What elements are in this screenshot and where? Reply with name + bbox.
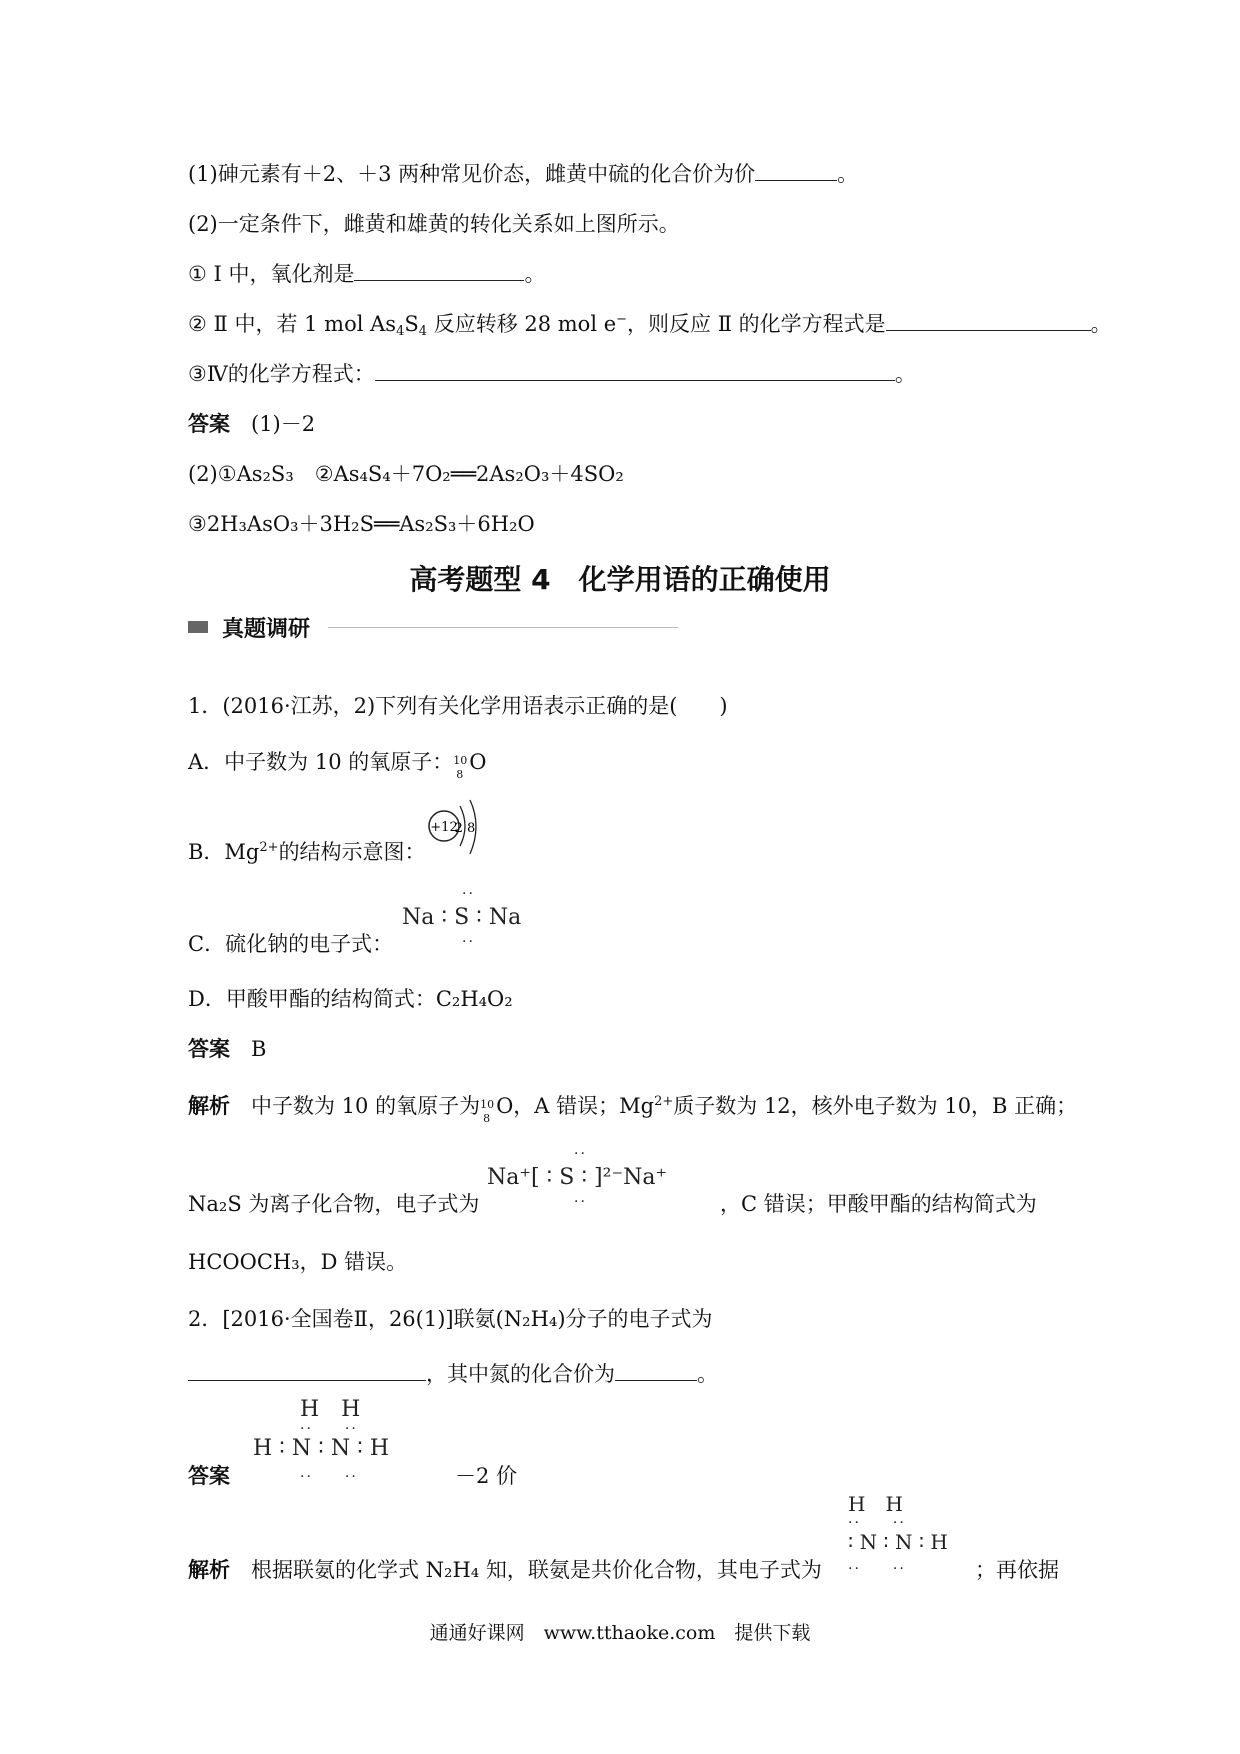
q1-explanation-1: 解析 中子数为 10 的氧原子为 10 8 O，A 错误；$Mg^{2+}$质子数为 12，核外电子数为 10，B 正确； [188, 1093, 1078, 1125]
lone-pair-dots: ·· ·· [848, 1561, 906, 1577]
q2-stem: 2．[2016·全国卷Ⅱ，26(1)]联氨(N₂H₄)分子的电子式为 [188, 1307, 713, 1331]
answer-blank [615, 1360, 697, 1381]
n2h4-electron-formula-partial: ∶ N ∶ N ∶ H [848, 1530, 948, 1554]
lone-pair-dots: ·· ·· [300, 1421, 358, 1437]
answer-blank [755, 160, 837, 181]
shell-electrons: 2 8 [454, 821, 476, 836]
q-prev-part2: (2)一定条件下，雌黄和雄黄的转化关系如上图所示。 [188, 212, 680, 236]
q1-option-d: D．甲酸甲酯的结构简式：C₂H₄O₂ [188, 987, 513, 1011]
q1-option-c: C．硫化钠的电子式： [188, 932, 394, 956]
q-prev-answer-3: ③2H₃AsO₃＋3H₂S══As₂S₃＋6H₂O [188, 512, 535, 536]
nucleus-charge: +12 [430, 820, 458, 835]
na2s-ionic-formula: Na⁺[ ∶ S ∶ ]²⁻Na⁺ [487, 1165, 668, 1190]
lone-pair-dots: ·· [574, 1194, 587, 1210]
q1-option-a: A．中子数为 10 的氧原子： 10 8 O [188, 750, 487, 781]
section-title: 高考题型 4 化学用语的正确使用 [409, 563, 831, 596]
q-prev-part3: ① Ⅰ 中，氧化剂是 。 [188, 262, 546, 286]
isotope-notation: 10 8 [453, 754, 468, 781]
q1-explanation-3: HCOOCH₃，D 错误。 [188, 1250, 408, 1274]
n2h4-formula-h-row: H H [848, 1492, 903, 1516]
q-prev-part1: (1)砷元素有＋2、＋3 两种常见价态，雌黄中硫的化合价为价 。 [188, 162, 859, 186]
lone-pair-dots: ·· [462, 886, 475, 902]
q2-valence: －2 价 [455, 1464, 518, 1488]
n2h4-electron-formula: H ∶ N ∶ N ∶ H [253, 1436, 390, 1461]
section-rule [328, 627, 678, 628]
q-prev-part4: ② Ⅱ 中，若 1 mol $As_4S_4$ 反应转移 28 mol e−，则反应 Ⅱ 的化学方程式是 。 [188, 312, 1112, 339]
lone-pair-dots: ·· [462, 934, 475, 950]
q-prev-part5: ③Ⅳ的化学方程式： 。 [188, 362, 916, 386]
answer-blank [886, 310, 1091, 331]
answer-blank [375, 360, 895, 381]
q2-explanation-end: ；再依据 [975, 1558, 1059, 1582]
q1-explanation-2-right: ，C 错误；甲酸甲酯的结构简式为 [720, 1192, 1037, 1216]
q1-option-b: B．$Mg^{2+}$的结构示意图： [188, 840, 426, 864]
q-prev-answer-2: (2)①As₂S₃ ②As₄S₄＋7O₂══2As₂O₃＋4SO₂ [188, 462, 624, 486]
lone-pair-dots: ·· ·· [848, 1515, 906, 1531]
q-prev-answer: 答案 (1)－2 [188, 411, 316, 436]
answer-blank [188, 1360, 426, 1381]
q2-answer: 答案 [188, 1463, 230, 1488]
na2s-electron-formula: Na ∶ S ∶ Na [402, 905, 522, 930]
section-header [188, 612, 678, 642]
lone-pair-dots: ·· [574, 1146, 587, 1162]
page-footer: 通通好课网 www.tthaoke.com 提供下载 [429, 1622, 811, 1644]
n2h4-formula-h-row: H H [300, 1397, 361, 1422]
q1-explanation-2-left: Na₂S 为离子化合物，电子式为 [188, 1192, 480, 1216]
q2-blanks: ，其中氮的化合价为 。 [188, 1360, 718, 1388]
lone-pair-dots: ·· ·· [300, 1469, 358, 1485]
section-subtitle: 真题调研 [222, 616, 311, 642]
isotope-notation: 10 8 [480, 1098, 495, 1125]
q1-answer: 答案 B [188, 1036, 267, 1061]
mg-ion-structure-diagram [424, 796, 484, 866]
q1-stem: 1．(2016·江苏，2)下列有关化学用语表示正确的是( ) [188, 694, 728, 718]
answer-blank [354, 260, 524, 281]
q2-explanation: 解析 根据联氨的化学式 N₂H₄ 知，联氨是共价化合物，其电子式为 [188, 1557, 822, 1582]
section-marker [188, 621, 208, 633]
